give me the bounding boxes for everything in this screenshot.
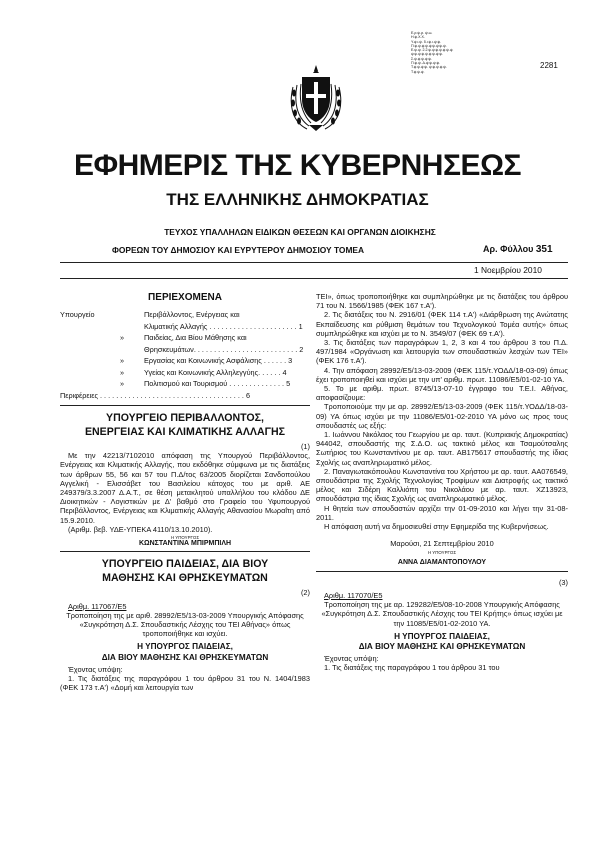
imprint-line: ψ.ψ.ψ.ψ.ψ.ψ.ψ.ψ.ψ. bbox=[411, 52, 444, 57]
paragraph: Η θητεία των σπουδαστών αρχίζει την 01-09-2010 και λήγει την 31-08-2011. bbox=[316, 503, 568, 522]
table-of-contents bbox=[60, 309, 310, 401]
toc-entry: Παιδείας, Δια Βίου Μάθησης και bbox=[144, 333, 247, 342]
rule-top bbox=[60, 262, 568, 263]
signature-place-date: Μαρούσι, 21 Σεπτεμβρίου 2010 bbox=[390, 539, 494, 549]
signatory-role: Η ΥΠΟΥΡΓΟΣ bbox=[427, 550, 457, 556]
item-number: (2) bbox=[300, 588, 310, 598]
paragraph: 1. Τις διατάξεις της παραγράφου 1 του άρθρου 31 του bbox=[324, 663, 500, 673]
paragraph: 4. Την απόφαση 28992/Ε5/13-03-2009 (ΦΕΚ 115/τ.ΥΟΔΔ/18-03-09) όπως έχει τροποποιηθεί και ισχύει με την υπ' αριθμ. πρωτ. 11086/Ε5/01-02-10 ΥΑ. bbox=[316, 365, 568, 384]
paragraph: 1. Τις διατάξεις της παραγράφου 1 του άρθρου 31 του Ν. 1404/1983 (ΦΕΚ 173 τ.Α') «Δομή και λειτουργία των bbox=[60, 673, 310, 693]
signatory-name: ΑΝΝΑ ΔΙΑΜΑΝΤΟΠΟΥΛΟΥ bbox=[397, 558, 487, 566]
paragraph: 1. Ιωάννου Νικόλαος του Γεωργίου με αρ. ταυτ. (Κυπριακής Δημοκρατίας) 944042, σπουδαστής της Σ.Δ.Ο. ως τακτικό μέλος και Τσαμούτσαλης Σωτήριος του Κωνσταντίνου με αρ. ταυτ. ΑΒ175617 σπουδαστής της ίδιας Σχολής ως αναπληρωματικό μέλος. bbox=[316, 430, 568, 467]
toc-row bbox=[60, 367, 310, 379]
paragraph: ΤΕΙ», όπως τροποποιήθηκε και συμπληρώθηκε με τις διατάξεις του άρθρου 71 του Ν. 1566/1985 (ΦΕΚ 167 τ.Α'). bbox=[316, 292, 568, 311]
imprint-line: Π.ψ.ψ.ψ.ψ.ψ.ψ.ψ.ψ.ψ. bbox=[411, 43, 447, 48]
decision-subject: Τροποποίηση της με αρ. 129282/Ε5/08-10-2008 Υπουργικής Απόφασης «Συγκρότηση Δ.Σ. Σπουδαστικής Λέσχης του ΤΕΙ Κρήτης» όπως ισχύει με την 11085/Ε5/01-02-2010 ΥΑ. bbox=[321, 600, 563, 628]
paragraph: Τροποποιούμε την με αρ. 28992/Ε5/13-03-2009 (ΦΕΚ 115/τ.ΥΟΔΔ/18-03-09) ΥΑ όπως ισχύει με την 11086/Ε5/01-02-2010 ΥΑ μόνο ως προς τους σπουδαστές ως εξής: bbox=[316, 402, 568, 430]
item-number: (3) bbox=[558, 577, 568, 587]
paragraph: 2. Παναγιωτακόπουλου Κωνσταντίνα του Χρήστου με αρ. ταυτ. ΑΑ076549, σπουδάστρια της Σχολής Τεχνολογίας Τροφίμων και Διατροφής ως τακτικό μέλος και Σιδέρη Καλλιόπη του Νικολάου με αρ. ταυτ. ΧΖ13923, σπουδάστρια της ίδιας Σχολής ως αναπληρωματικό μέλος. bbox=[316, 466, 568, 504]
imprint-line: Η.ψ.Χ.Χ. bbox=[411, 35, 425, 40]
ministry-heading: ΥΠΟΥΡΓΕΙΟ ΠΕΡΙΒΑΛΛΟΝΤΟΣ, ΕΝΕΡΓΕΙΑΣ ΚΑΙ ΚΛΙΜΑΤΙΚΗΣ ΑΛΛΑΓΗΣ bbox=[84, 412, 286, 438]
toc-category: Περιφέρειες bbox=[60, 390, 99, 400]
toc-entry: Περιβάλλοντος, Ενέργειας και bbox=[144, 310, 240, 319]
toc-category: » bbox=[120, 379, 125, 388]
section-divider bbox=[60, 551, 310, 552]
item-number: (1) bbox=[300, 442, 310, 451]
series-line-1: ΤΕΥΧΟΣ ΥΠΑΛΛΗΛΩΝ ΕΙΔΙΚΩΝ ΘΕΣΕΩΝ ΚΑΙ ΟΡΓΑΝΩΝ ΔΙΟΙΚΗΣΗΣ bbox=[164, 227, 436, 237]
imprint-line: Υ.ψ.ι.ψ. δ.ι.ψ.ι.ψ.ψ. bbox=[411, 39, 442, 44]
decision-reference: Αριθμ. 117067/Ε5 bbox=[68, 601, 127, 611]
toc-row bbox=[60, 390, 310, 402]
ministry-heading: ΥΠΟΥΡΓΕΙΟ ΠΑΙΔΕΙΑΣ, ΔΙΑ ΒΙΟΥ ΜΑΘΗΣΗΣ ΚΑΙ ΘΡΗΣΚΕΥΜΑΤΩΝ bbox=[101, 558, 269, 584]
gazette-title: ΕΦΗΜΕΡΙΣ ΤΗΣ ΚΥΒΕΡΝΗΣΕΩΣ bbox=[73, 149, 522, 182]
toc-row bbox=[60, 321, 310, 333]
paragraph: 3. Τις διατάξεις των παραγράφων 1, 2, 3 και 4 του άρθρου 3 του Π.Δ. 497/1984 «Οργάνωση και λειτουργία των σπουδαστικών λεσχών των ΤΕΙ» (ΦΕΚ 176 τ.Α'). bbox=[316, 338, 568, 366]
toc-entry: Κλιματικής Αλλαγής . . . . . . . . . . . . . . . . . . . . . . 1 bbox=[144, 321, 303, 331]
toc-row bbox=[60, 344, 310, 356]
issue-date: 1 Νοεμβρίου 2010 bbox=[474, 265, 542, 275]
toc-entry: Πολιτισμού και Τουρισμού . . . . . . . . . . . . . . 5 bbox=[144, 379, 291, 388]
paragraph: Η απόφαση αυτή να δημοσιευθεί στην Εφημερίδα της Κυβερνήσεως. bbox=[324, 522, 549, 532]
decision-reference: Αριθμ. 117070/Ε5 bbox=[324, 590, 383, 600]
rule-bottom bbox=[60, 278, 568, 279]
imprint-line: Τ.ψ.ψ.ψ.ψ. ψ.ψ.ψ.ψ.ψ. bbox=[411, 65, 447, 70]
toc-row bbox=[60, 355, 310, 367]
imprint-line: Π.ψ.ψ. Δ.ψ.ψ.ψ.ψ. bbox=[411, 61, 441, 66]
signatory-role: Η ΥΠΟΥΡΓΟΣ bbox=[170, 535, 200, 541]
authority-line: ΔΙΑ ΒΙΟΥ ΜΑΘΗΣΗΣ ΚΑΙ ΘΡΗΣΚΕΥΜΑΤΩΝ bbox=[358, 642, 526, 651]
authority-line: Η ΥΠΟΥΡΓΟΣ ΠΑΙΔΕΙΑΣ, bbox=[137, 642, 233, 652]
having-regard: Έχοντας υπόψη: bbox=[324, 654, 379, 664]
toc-category: » bbox=[120, 356, 125, 365]
authority-line: ΔΙΑ ΒΙΟΥ ΜΑΘΗΣΗΣ ΚΑΙ ΘΡΗΣΚΕΥΜΑΤΩΝ bbox=[101, 652, 269, 662]
toc-entry: Θρησκευμάτων. . . . . . . . . . . . . . . . . . . . . . . . . . 2 bbox=[144, 344, 304, 354]
toc-row bbox=[60, 332, 310, 344]
toc-divider bbox=[60, 405, 310, 406]
sheet-number: 351 bbox=[535, 244, 553, 255]
toc-entry: Υγείας και Κοινωνικής Αλληλεγγύης. . . . . . 4 bbox=[144, 367, 287, 377]
page-number: 2281 bbox=[540, 61, 558, 70]
signatory-name: ΚΩΝΣΤΑΝΤΙΝΑ ΜΠΙΡΜΠΙΛΗ bbox=[138, 540, 232, 548]
toc-entry: . . . . . . . . . . . . . . . . . . . . . . . . . . . . . . . . . . . . 6 bbox=[100, 390, 251, 400]
decision-paragraph: Με την 42213/7102010 απόφαση της Υπουργού Περιβάλλοντος, Ενέργειας και Κλιματικής Αλλαγής, που εκδόθηκε σύμφωνα με τις διατάξεις των άρθρων 55, 56 και 57 του Π.Δ/τος 63/2005 διορίζεται Σανδοπούλου Αγγελική - Ελισσάβετ του Βασιλείου κάτοχος του με αριθ. ΑΕ 249379/3.3.2007 Δ.Α.Τ., σε θέση μετακλητού υπαλλήλου του κλάδου ΔΕ Διοικητικών - Λογιστικών με Δ' βαθμό στο Γραφείο του Υφυπουργού Περιβάλλοντος, Ενέργειας και Κλιματικής Αλλαγής Αθανασίου Μωραΐτη από 15.9.2010. bbox=[60, 451, 310, 525]
toc-entry: Εργασίας και Κοινωνικής Ασφάλισης . . . . . . 3 bbox=[144, 356, 293, 365]
gazette-subtitle: ΤΗΣ ΕΛΛΗΝΙΚΗΣ ΔΗΜΟΚΡΑΤΙΑΣ bbox=[166, 190, 429, 209]
series-line-2: ΦΟΡΕΩΝ ΤΟΥ ΔΗΜΟΣΙΟΥ ΚΑΙ ΕΥΡΥΤΕΡΟΥ ΔΗΜΟΣΙΟΥ ΤΟΜΕΑ bbox=[112, 245, 365, 255]
toc-category: » bbox=[120, 333, 125, 342]
right-column bbox=[316, 292, 568, 673]
imprint-line: Τ.ψ.ψ.ψ. bbox=[411, 69, 425, 74]
reference-line: (Αριθμ. βεβ. ΥΔΕ-ΥΠΕΚΑ 4110/13.10.2010). bbox=[68, 524, 213, 534]
toc-category: Υπουργείο bbox=[60, 310, 95, 319]
toc-heading: ΠΕΡΙΕΧΟΜΕΝΑ bbox=[148, 292, 222, 303]
toc-row bbox=[60, 378, 310, 390]
coat-of-arms-emblem bbox=[287, 59, 345, 135]
sheet-number-block bbox=[483, 244, 553, 255]
section-divider bbox=[316, 571, 568, 572]
decision-subject: Τροποποίηση της με αριθ. 28992/Ε5/13-03-2009 Υπουργικής Απόφασης «Συγκρότηση Δ.Σ. Σπουδαστικής Λέσχης του ΤΕΙ Αθήνας» όπως τροποποιήθηκε και ισχύει. bbox=[66, 610, 304, 639]
paragraph: 5. Το με αριθμ. πρωτ. 8745/13-07-10 έγγραφο του Τ.Ε.Ι. Αθήνας, αποφασίζουμε: bbox=[316, 384, 568, 403]
paragraph: 2. Τις διατάξεις του Ν. 2916/01 (ΦΕΚ 114 τ.Α') «Διάρθρωση της Ανώτατης Εκπαίδευσης και ρύθμιση θεμάτων του Τεχνολογικού Τομέα αυτής» όπως συμπληρώθηκε και ισχύει με το Ν. 3549/07 (ΦΕΚ 69 τ.Α'). bbox=[316, 310, 568, 338]
toc-category: » bbox=[120, 367, 125, 377]
imprint-block bbox=[411, 31, 481, 74]
toc-row bbox=[60, 309, 310, 321]
imprint-line: Σ.ψ.ψ.ψ.ψ.ψ. bbox=[411, 56, 433, 61]
imprint-line: Ε.ρ.ψ.ρ. ψ.ω. bbox=[411, 31, 433, 35]
authority-line: Η ΥΠΟΥΡΓΟΣ ΠΑΙΔΕΙΑΣ, bbox=[394, 631, 490, 641]
sheet-label: Αρ. Φύλλου bbox=[483, 244, 534, 254]
having-regard: Έχοντας υπόψη: bbox=[68, 664, 123, 674]
imprint-line: Ε.ψ.ψ. 2.2.ψ.ψ.ψ.ψ.ψ.ψ.ψ. bbox=[411, 48, 454, 53]
left-column bbox=[60, 292, 310, 692]
